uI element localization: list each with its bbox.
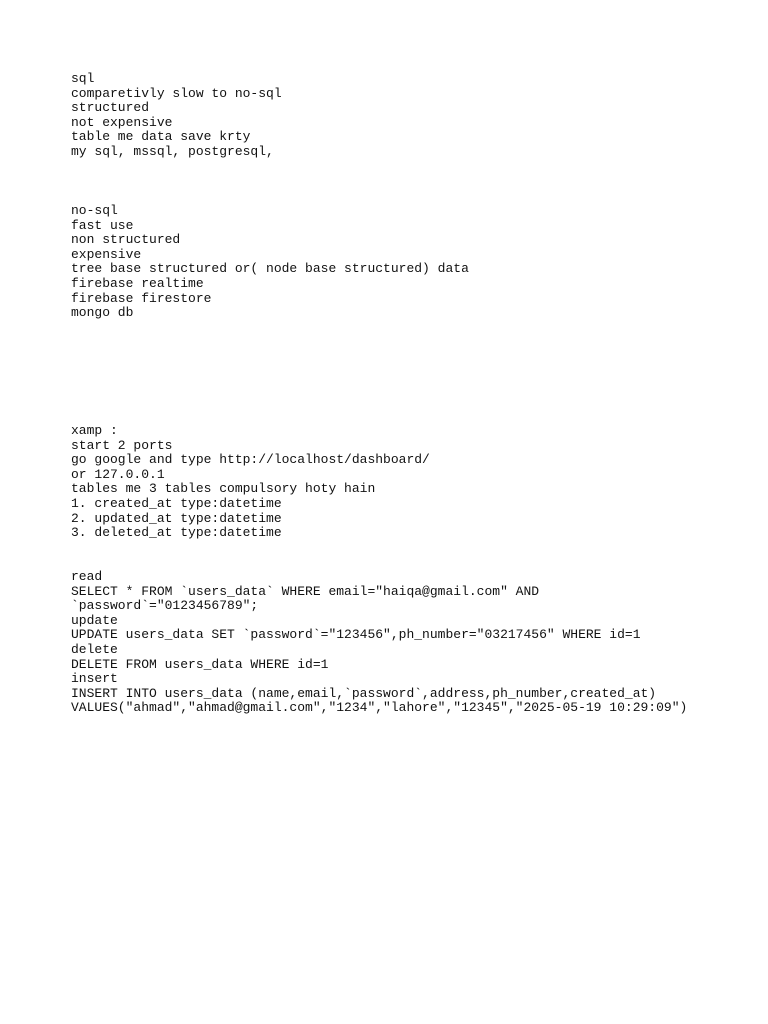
sql-line: table me data save krty xyxy=(71,129,251,145)
crud-line: INSERT INTO users_data (name,email,`password`,address,ph_number,created_at) xyxy=(71,685,657,701)
sql-line: comparetivly slow to no-sql xyxy=(71,85,282,101)
crud-delete-heading: delete xyxy=(71,642,118,657)
xamp-line: 2. updated_at type:datetime xyxy=(71,510,282,526)
xamp-line: start 2 ports xyxy=(71,437,173,453)
nosql-heading: no-sql xyxy=(71,203,118,218)
xamp-line: 1. created_at type:datetime xyxy=(71,496,282,511)
crud-line: UPDATE users_data SET `password`="123456",ph_number="03217456" WHERE id=1 xyxy=(71,627,641,643)
xamp-heading: xamp : xyxy=(71,423,118,438)
crud-line: `password`="0123456789"; xyxy=(71,598,259,614)
crud-line: VALUES("ahmad","ahmad@gmail.com","1234","lahore","12345","2025-05-19 10:29:09") xyxy=(71,700,688,716)
sql-line: structured xyxy=(71,100,150,116)
crud-line: SELECT * FROM `users_data` WHERE email="haiqa@gmail.com" AND xyxy=(71,583,540,599)
xamp-line: or 127.0.0.1 xyxy=(71,466,165,482)
xamp-line: go google and type http://localhost/dashboard/ xyxy=(71,452,430,468)
nosql-line: fast use xyxy=(71,217,134,233)
crud-insert-heading: insert xyxy=(71,671,118,687)
nosql-line: non structured xyxy=(71,232,181,248)
xamp-line: tables me 3 tables compulsory hoty hain xyxy=(71,481,376,497)
sql-heading: sql xyxy=(71,71,95,86)
nosql-line: mongo db xyxy=(71,305,134,321)
crud-read-heading: read xyxy=(71,569,103,584)
nosql-line: tree base structured or( node base structured) data xyxy=(71,261,469,277)
nosql-line: expensive xyxy=(71,246,142,262)
sql-line: not expensive xyxy=(71,114,173,130)
crud-line: DELETE FROM users_data WHERE id=1 xyxy=(71,656,329,672)
nosql-line: firebase firestore xyxy=(71,290,212,306)
crud-update-heading: update xyxy=(71,612,118,628)
sql-line: my sql, mssql, postgresql, xyxy=(71,144,274,159)
xamp-line: 3. deleted_at type:datetime xyxy=(71,525,282,541)
nosql-line: firebase realtime xyxy=(71,276,204,291)
